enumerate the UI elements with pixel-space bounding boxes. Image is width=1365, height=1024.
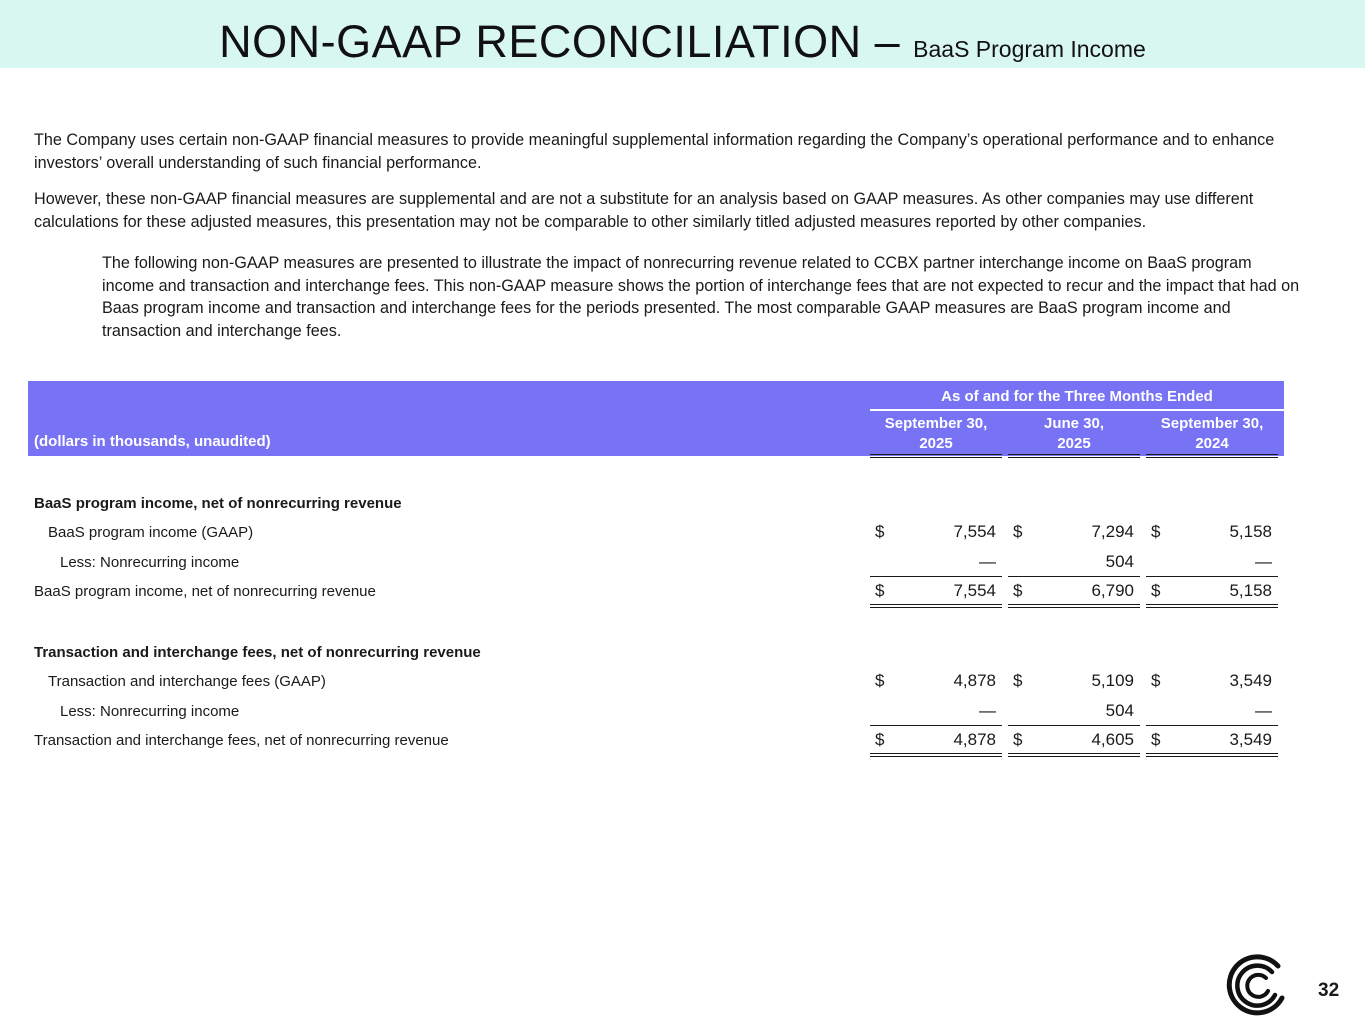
row-label: Transaction and interchange fees (GAAP): [48, 673, 326, 690]
page-subtitle: BaaS Program Income: [913, 36, 1146, 62]
table-cell: 6,790: [1091, 581, 1134, 600]
currency-symbol: $: [875, 671, 885, 690]
subtotal-underline: [870, 725, 1002, 726]
currency-symbol: $: [1013, 522, 1023, 541]
column-header-line1: June 30,: [1043, 415, 1105, 432]
header-double-underline: [870, 454, 1002, 458]
currency-symbol: $: [1013, 730, 1023, 749]
column-header-line1: September 30,: [884, 415, 988, 432]
table-row: [0, 552, 1365, 576]
total-double-underline: [1146, 753, 1278, 757]
column-header-sep-2024: [1145, 414, 1279, 454]
company-logo-icon: [1226, 952, 1290, 1016]
table-row: [0, 671, 1365, 695]
subtotal-underline: [870, 576, 1002, 577]
column-header-line2: 2025: [919, 435, 953, 452]
total-double-underline: [870, 753, 1002, 757]
table-cell: —: [1255, 701, 1272, 720]
header-double-underline: [1008, 454, 1140, 458]
total-double-underline: [1146, 604, 1278, 608]
table-cell: 5,109: [1091, 671, 1134, 690]
section-heading-row: [0, 642, 1365, 666]
subtotal-underline: [1008, 576, 1140, 577]
currency-symbol: $: [875, 730, 885, 749]
row-label: Transaction and interchange fees, net of nonrecurring revenue: [34, 732, 449, 749]
column-header-line2: 2024: [1195, 435, 1229, 452]
row-label: BaaS program income, net of nonrecurring revenue: [34, 583, 376, 600]
currency-symbol: $: [875, 522, 885, 541]
page-number: 32: [1318, 980, 1340, 1001]
row-label: Less: Nonrecurring income: [60, 554, 240, 571]
section-heading: BaaS program income, net of nonrecurring revenue: [34, 495, 402, 512]
column-header-sep-2025: [869, 414, 1003, 454]
row-label: BaaS program income (GAAP): [48, 524, 254, 541]
table-span-header: As of and for the Three Months Ended: [941, 388, 1213, 405]
page-title: [0, 14, 1365, 77]
row-label: Less: Nonrecurring income: [60, 703, 240, 720]
column-header-line1: September 30,: [1160, 415, 1264, 432]
currency-symbol: $: [1151, 730, 1161, 749]
table-row: [0, 522, 1365, 546]
total-double-underline: [870, 604, 1002, 608]
table-cell: 504: [1105, 701, 1134, 720]
table-cell: 4,878: [953, 730, 996, 749]
table-cell: —: [979, 552, 996, 571]
intro-paragraph-1: The Company uses certain non-GAAP financial measures to provide meaningful supplemental information regarding the Company’s operational performance and to enhance investors’ overall understanding of such financial performance.: [34, 131, 1275, 172]
intro-paragraph-3: The following non-GAAP measures are presented to illustrate the impact of nonrecurring revenue related to CCBX partner interchange income on BaaS program income and transaction and interchange fees. This non-GAAP measure shows the portion of interchange fees that are not expected to recur and the impact that had on Baas program income and transaction and interchange fees for the periods presented. The most comparable GAAP measures are BaaS program income and transaction and interchange fees.: [102, 254, 1300, 340]
table-cell: 5,158: [1229, 522, 1272, 541]
currency-symbol: $: [1013, 581, 1023, 600]
table-header: [28, 381, 1284, 456]
currency-symbol: $: [1151, 671, 1161, 690]
column-header-line2: 2025: [1057, 435, 1091, 452]
table-span-divider: [870, 409, 1284, 411]
page-title-main: NON-GAAP RECONCILIATION –: [219, 16, 901, 67]
intro-paragraph-2: However, these non-GAAP financial measures are supplemental and are not a substitute for an analysis based on GAAP measures. As other companies may use different calculations for these adjusted measures, this presentation may not be comparable to other similarly titled adjusted measures reported by other companies.: [34, 190, 1254, 231]
table-cell: 3,549: [1229, 730, 1272, 749]
table-cell: 7,294: [1091, 522, 1134, 541]
table-cell: 5,158: [1229, 581, 1272, 600]
section-heading-row: [0, 493, 1365, 517]
currency-symbol: $: [1151, 581, 1161, 600]
currency-symbol: $: [875, 581, 885, 600]
table-cell: 504: [1105, 552, 1134, 571]
table-row: [0, 730, 1365, 754]
table-row: [0, 581, 1365, 605]
section-heading: Transaction and interchange fees, net of nonrecurring revenue: [34, 644, 481, 661]
table-row: [0, 701, 1365, 725]
table-cell: 4,878: [953, 671, 996, 690]
subtotal-underline: [1008, 725, 1140, 726]
subtotal-underline: [1146, 725, 1278, 726]
table-cell: 7,554: [953, 522, 996, 541]
table-cell: 7,554: [953, 581, 996, 600]
table-cell: —: [979, 701, 996, 720]
total-double-underline: [1008, 753, 1140, 757]
table-corner-label: (dollars in thousands, unaudited): [34, 433, 271, 450]
total-double-underline: [1008, 604, 1140, 608]
header-double-underline: [1146, 454, 1278, 458]
currency-symbol: $: [1151, 522, 1161, 541]
subtotal-underline: [1146, 576, 1278, 577]
table-cell: 3,549: [1229, 671, 1272, 690]
column-header-jun-2025: [1007, 414, 1141, 454]
table-cell: 4,605: [1091, 730, 1134, 749]
table-cell: —: [1255, 552, 1272, 571]
currency-symbol: $: [1013, 671, 1023, 690]
